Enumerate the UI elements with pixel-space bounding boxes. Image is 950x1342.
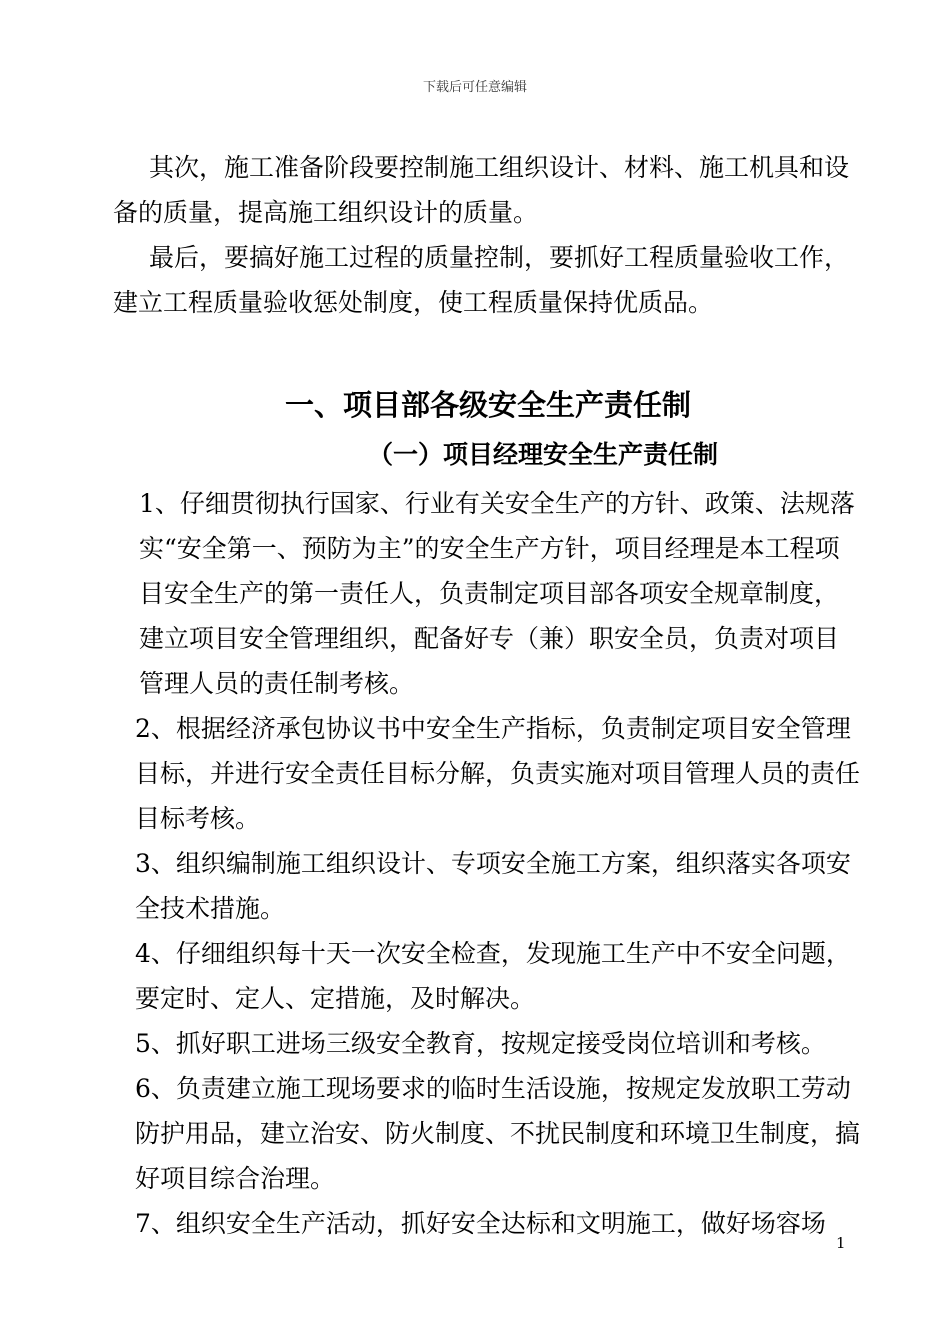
document-body — [113, 145, 863, 1246]
header-note: 下载后可任意编辑 — [422, 80, 527, 95]
list-item-2: 2、根据经济承包协议书中安全生产指标，负责制定项目安全管理目标，并进行安全责任目标分解，负责实施对项目管理人员的责任目标考核。 — [135, 714, 861, 833]
list-item-4: 4、仔细组织每十天一次安全检查，发现施工生产中不安全问题，要定时、定人、定措施，及时解决。 — [135, 939, 851, 1013]
list-item-6: 6、负责建立施工现场要求的临时生活设施，按规定发放职工劳动防护用品，建立治安、防火制度、不扰民制度和环境卫生制度，搞好项目综合治理。 — [135, 1074, 861, 1193]
paragraph-intro-2: 最后，要搞好施工过程的质量控制，要抓好工程质量验收工作，建立工程质量验收惩处制度，使工程质量保持优质品。 — [113, 243, 850, 317]
list-item-3: 3、组织编制施工组织设计、专项安全施工方案，组织落实各项安全技术措施。 — [135, 849, 851, 923]
section-spacer — [113, 325, 863, 375]
page-number: 1 — [836, 1234, 846, 1252]
section-heading: 一、项目部各级安全生产责任制 — [284, 388, 691, 422]
list-item-1: 1、仔细贯彻执行国家、行业有关安全生产的方针、政策、法规落实“安全第一、预防为主”的安全生产方针，项目经理是本工程项目安全生产的第一责任人，负责制定项目部各项安全规章制度，建立项目安全管理组织，配备好专（兼）职安全员，负责对项目管理人员的责任制考核。 — [139, 489, 855, 698]
list-item-5: 5、抓好职工进场三级安全教育，按规定接受岗位培训和考核。 — [135, 1029, 826, 1058]
paragraph-intro-1: 其次，施工准备阶段要控制施工组织设计、材料、施工机具和设备的质量，提高施工组织设计的质量。 — [113, 153, 850, 227]
subsection-heading: （一）项目经理安全生产责任制 — [367, 440, 718, 469]
list-item-7: 7、组织安全生产活动，抓好安全达标和文明施工，做好场容场 — [135, 1209, 826, 1238]
